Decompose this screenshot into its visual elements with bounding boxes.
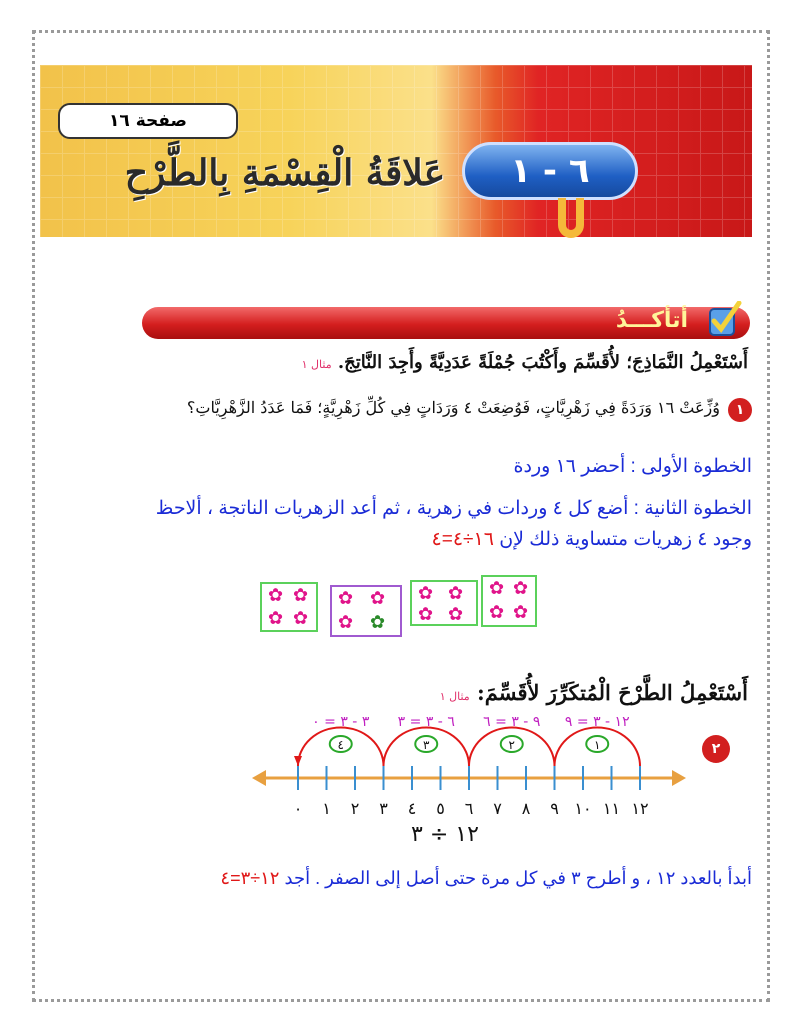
- end-arrow-icon: [294, 756, 302, 766]
- tick-label: ١٠: [574, 799, 592, 818]
- example-reference: مثال ١: [301, 358, 332, 371]
- tick-label: ٦: [464, 799, 474, 818]
- models-instruction: [48, 352, 748, 373]
- tick-label: ٩: [550, 799, 559, 818]
- tick-label: ٠: [293, 799, 303, 818]
- flower-icon: ✿: [293, 585, 309, 606]
- repeated-subtraction-instruction: [48, 680, 748, 705]
- flower-icon: ✿: [338, 612, 354, 633]
- solution-step2-line1: الخطوة الثانية : أضع كل ٤ وردات في زهرية ، ثم أعد الزهريات الناتجة ، ألاحظ: [155, 498, 752, 519]
- subtraction-label: ٦ - ٣ = ٣: [397, 714, 455, 730]
- subtraction-label: ٩ - ٣ = ٦: [483, 714, 541, 730]
- subtraction-label: ١٢ - ٣ = ٩: [564, 714, 630, 730]
- final-equation: ١٢÷٣=٤: [220, 868, 280, 888]
- example-reference: مثال ١: [439, 690, 470, 703]
- flower-icon: ✿: [513, 602, 529, 623]
- tick-label: ٤: [407, 799, 417, 818]
- number-line: [250, 705, 690, 835]
- solution-step1: الخطوة الأولى : أحضر ١٦ وردة: [513, 456, 752, 477]
- vase-box: [410, 580, 478, 626]
- step-mark-label: ١: [594, 738, 601, 752]
- vase-box: [260, 582, 318, 632]
- final-text: أبدأ بالعدد ١٢ ، و أطرح ٣ في كل مرة حتى أصل إلى الصفر . أجد: [284, 868, 752, 888]
- tick-label: ١١: [602, 799, 621, 818]
- flower-icon: ✿: [418, 583, 434, 604]
- vase-box: [481, 575, 537, 627]
- tick-label: ٥: [436, 799, 445, 818]
- flower-icon: ✿: [489, 578, 505, 599]
- lesson-number-badge: [462, 142, 638, 200]
- flower-icon: ✿: [268, 608, 284, 629]
- flower-icon: ✿: [448, 604, 464, 625]
- step-mark-label: ٢: [508, 738, 515, 752]
- flower-icon: ✿: [418, 604, 434, 625]
- question-number-badge: ١: [728, 398, 752, 422]
- tick-label: ٧: [493, 799, 502, 818]
- question-text: وُزِّعَتْ ١٦ وَرَدَةً فِي زَهْرِيَّاتٍ، فَوُضِعَتْ ٤ وَرَدَاتٍ فِي كُلِّ زَهْرِيَّةٍ؛ فَمَا عَدَدُ الزَّهْرِيَّاتِ؟: [186, 398, 720, 417]
- check-section-label: أتأكـــدُ: [615, 308, 688, 333]
- flower-icon: ✿: [513, 578, 529, 599]
- instruction-text: أَسْتَعْمِلُ النَّمَاذِجَ؛ لأُقَسِّمَ وأَكْتُبَ جُمْلَةً عَدَدِيَّةً وأَجِدَ النَّاتِجَ.: [337, 352, 748, 373]
- flower-icon: ✿: [448, 583, 464, 604]
- lesson-number: ٦ - ١: [510, 151, 590, 191]
- step-mark-label: ٤: [337, 738, 344, 752]
- page-number-tag: صفحة ١٦: [58, 103, 238, 139]
- solution-equation: ١٦÷٤=٤: [431, 529, 494, 550]
- check-section-bar: [142, 307, 750, 339]
- tick-label: ١٢: [631, 799, 649, 818]
- step-mark-label: ٣: [423, 738, 430, 752]
- tick-label: ٣: [379, 799, 388, 818]
- solution-step2-line2: [432, 528, 753, 551]
- right-arrow-icon: [672, 770, 686, 786]
- flower-icon: ✿: [268, 585, 284, 606]
- instruction-text: أَسْتَعْمِلُ الطَّرْحَ الْمُتكَرِّرَ لأُقَسِّمَ:: [477, 680, 748, 705]
- subtraction-label: ٣ - ٣ = ٠: [312, 714, 370, 730]
- question-number-badge: ٢: [702, 735, 730, 763]
- flower-icon: ✿: [293, 608, 309, 629]
- division-expression: ١٢ ÷ ٣: [411, 822, 479, 847]
- flower-icon: ✿: [489, 602, 505, 623]
- final-statement: [52, 868, 752, 889]
- solution-step2-text: وجود ٤ زهريات متساوية ذلك لإن: [499, 529, 752, 550]
- lesson-title: عَلاقَةُ الْقِسْمَةِ بِالطَّرْحِ: [124, 152, 446, 194]
- left-arrow-icon: [252, 770, 266, 786]
- tick-label: ٢: [350, 799, 360, 818]
- vase-box: [330, 585, 402, 637]
- tick-label: ٨: [521, 799, 531, 818]
- tick-label: ١: [322, 799, 331, 818]
- flower-icon: ✿: [338, 588, 354, 609]
- hook-decoration: [558, 198, 584, 238]
- flower-icon: ✿: [370, 612, 386, 633]
- lesson-banner: [40, 65, 752, 237]
- flower-icon: ✿: [370, 588, 386, 609]
- checkmark-icon: [706, 301, 742, 339]
